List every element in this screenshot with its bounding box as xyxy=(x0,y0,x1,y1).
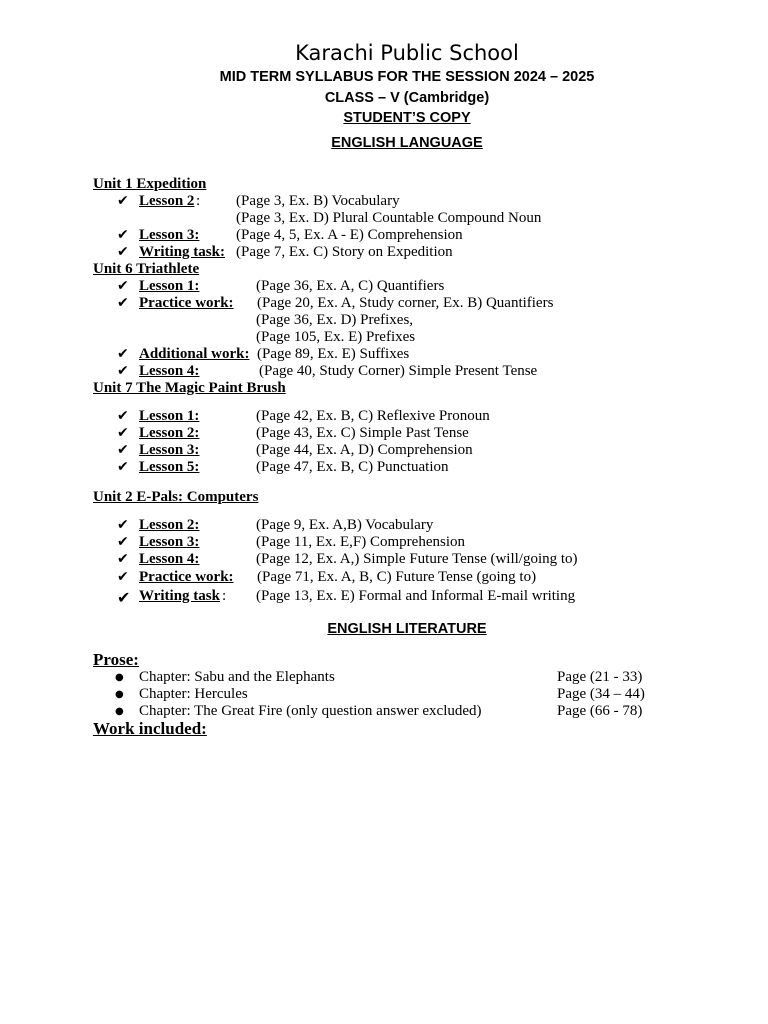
lesson-label: Lesson 1: xyxy=(139,278,200,294)
lesson-label: Lesson 5: xyxy=(139,459,200,475)
lesson-description: (Page 4, 5, Ex. A - E) Comprehension xyxy=(236,227,463,243)
syllabus-title: MID TERM SYLLABUS FOR THE SESSION 2024 – 2025 xyxy=(219,69,595,85)
lesson-label: Practice work: xyxy=(139,295,234,311)
check-icon: ✔ xyxy=(117,278,129,294)
lesson-description: (Page 89, Ex. E) Suffixes xyxy=(257,346,410,362)
check-icon: ✔ xyxy=(117,244,129,260)
subject-heading: ENGLISH LANGUAGE xyxy=(331,135,483,151)
check-icon: ✔ xyxy=(117,551,129,567)
lesson-label: Writing task: xyxy=(139,244,225,260)
check-icon: ✔ xyxy=(117,442,129,458)
chapter-pages: Page (66 - 78) xyxy=(557,703,643,719)
lesson-label: Lesson 2: xyxy=(139,425,200,441)
unit-title: Unit 6 Triathlete xyxy=(93,261,200,277)
lesson-label: Lesson 3: xyxy=(139,227,200,243)
lesson-description: (Page 40, Study Corner) Simple Present Tense xyxy=(259,363,538,379)
lesson-description: (Page 9, Ex. A,B) Vocabulary xyxy=(256,517,434,533)
check-icon: ✔ xyxy=(117,588,131,607)
chapter-name: Chapter: Sabu and the Elephants xyxy=(139,669,335,685)
bullet-icon: ● xyxy=(115,706,124,717)
lesson-description: (Page 47, Ex. B, C) Punctuation xyxy=(256,459,449,475)
lesson-description: (Page 7, Ex. C) Story on Expedition xyxy=(236,244,453,260)
lesson-description: (Page 36, Ex. A, C) Quantifiers xyxy=(256,278,445,294)
lesson-description: (Page 36, Ex. D) Prefixes, xyxy=(256,312,414,328)
lesson-description: (Page 12, Ex. A,) Simple Future Tense (will/going to) xyxy=(256,551,578,567)
lesson-description: (Page 3, Ex. B) Vocabulary xyxy=(236,193,400,209)
unit-title: Unit 1 Expedition xyxy=(93,176,207,192)
check-icon: ✔ xyxy=(117,227,129,243)
bullet-icon: ● xyxy=(115,672,124,683)
lesson-description: (Page 105, Ex. E) Prefixes xyxy=(256,329,416,345)
check-icon: ✔ xyxy=(117,408,129,424)
check-icon: ✔ xyxy=(117,295,129,311)
lesson-label: Lesson 3: xyxy=(139,442,200,458)
lesson-label: Lesson 4: xyxy=(139,363,200,379)
lesson-label: Lesson 2 xyxy=(139,193,195,209)
check-icon: ✔ xyxy=(117,425,129,441)
check-icon: ✔ xyxy=(117,363,129,379)
copy-title: STUDENT’S COPY xyxy=(343,110,471,126)
lesson-label: Lesson 2: xyxy=(139,517,200,533)
chapter-pages: Page (21 - 33) xyxy=(557,669,643,685)
lesson-label: Writing task xyxy=(139,588,220,604)
lesson-description: (Page 20, Ex. A, Study corner, Ex. B) Quantifiers xyxy=(257,295,554,311)
chapter-name: Chapter: Hercules xyxy=(139,686,248,702)
chapter-pages: Page (34 – 44) xyxy=(557,686,645,702)
check-icon: ✔ xyxy=(117,459,129,475)
prose-label: Prose: xyxy=(93,650,139,669)
lesson-label: Lesson 1: xyxy=(139,408,200,424)
school-name: Karachi Public School xyxy=(295,41,519,65)
label-suffix: : xyxy=(222,588,227,604)
lesson-label: Additional work: xyxy=(139,346,250,362)
unit-title: Unit 7 The Magic Paint Brush xyxy=(93,380,286,396)
lesson-description: (Page 11, Ex. E,F) Comprehension xyxy=(256,534,465,550)
literature-heading: ENGLISH LITERATURE xyxy=(327,621,487,637)
check-icon: ✔ xyxy=(117,193,129,209)
label-suffix: : xyxy=(196,193,201,209)
lesson-description: (Page 43, Ex. C) Simple Past Tense xyxy=(256,425,469,441)
class-title: CLASS – V (Cambridge) xyxy=(324,90,490,106)
check-icon: ✔ xyxy=(117,569,129,585)
lesson-description: (Page 42, Ex. B, C) Reflexive Pronoun xyxy=(256,408,490,424)
lesson-description: (Page 13, Ex. E) Formal and Informal E-mail writing xyxy=(256,588,576,604)
unit-title: Unit 2 E-Pals: Computers xyxy=(93,489,259,505)
lesson-description: (Page 44, Ex. A, D) Comprehension xyxy=(256,442,473,458)
check-icon: ✔ xyxy=(117,517,129,533)
work-included-label: Work included: xyxy=(93,719,207,738)
lesson-description: (Page 71, Ex. A, B, C) Future Tense (going to) xyxy=(257,569,537,585)
lesson-description: (Page 3, Ex. D) Plural Countable Compound Noun xyxy=(236,210,542,226)
check-icon: ✔ xyxy=(117,534,129,550)
bullet-icon: ● xyxy=(115,689,124,700)
lesson-label: Lesson 3: xyxy=(139,534,200,550)
lesson-label: Practice work: xyxy=(139,569,234,585)
check-icon: ✔ xyxy=(117,346,129,362)
chapter-name: Chapter: The Great Fire (only question answer excluded) xyxy=(139,703,482,719)
lesson-label: Lesson 4: xyxy=(139,551,200,567)
